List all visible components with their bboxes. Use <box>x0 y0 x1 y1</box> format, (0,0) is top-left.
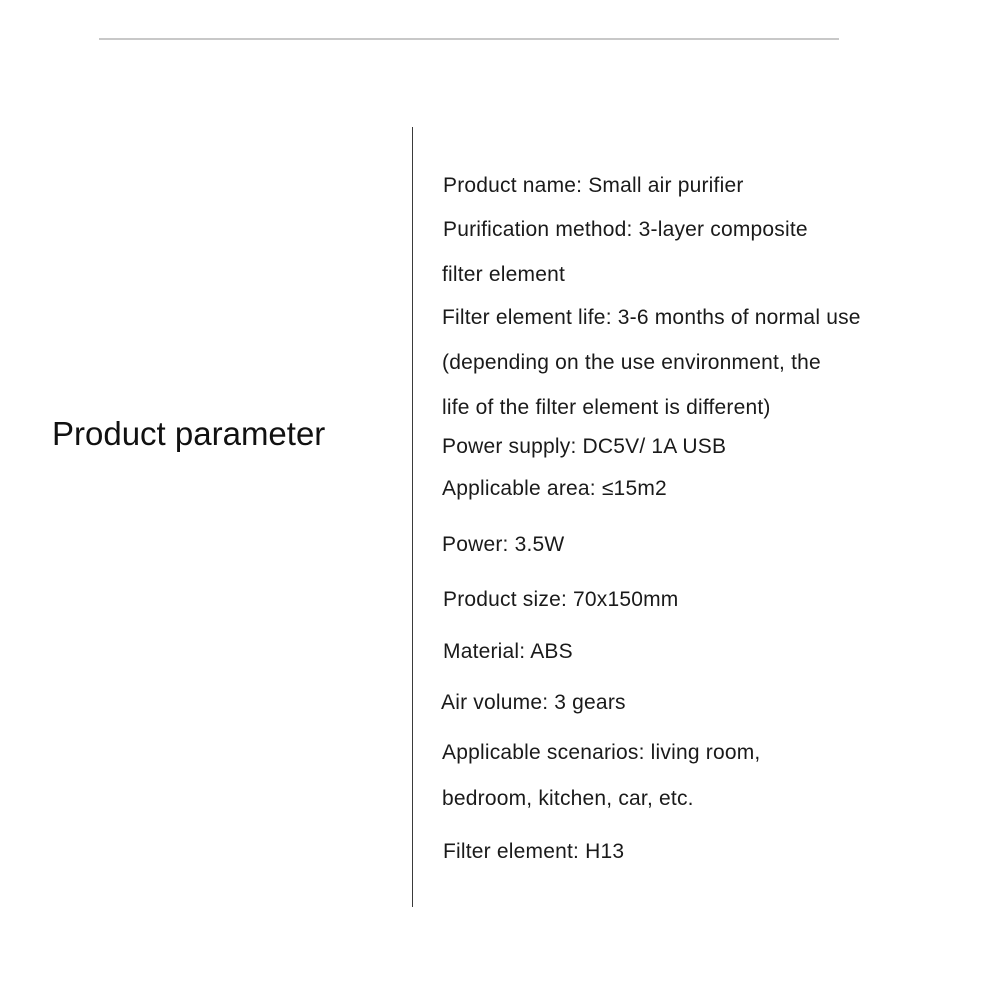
param-power-supply: Power supply: DC5V/ 1A USB <box>442 435 727 458</box>
param-filter-life: Filter element life: 3-6 months of normal use <box>442 306 861 329</box>
param-applicable-scenarios: Applicable scenarios: living room, <box>442 741 761 764</box>
param-material: Material: ABS <box>443 640 573 663</box>
top-divider-line <box>99 38 839 40</box>
section-title: Product parameter <box>52 415 326 452</box>
param-power: Power: 3.5W <box>442 533 565 556</box>
param-filter-element: Filter element: H13 <box>443 840 625 863</box>
param-filter-life-cont-2: life of the filter element is different) <box>442 396 771 419</box>
param-purification-method: Purification method: 3-layer composite <box>443 218 808 241</box>
param-purification-method-cont: filter element <box>442 263 566 286</box>
param-air-volume: Air volume: 3 gears <box>441 691 626 714</box>
param-product-size: Product size: 70x150mm <box>443 588 679 611</box>
param-applicable-area: Applicable area: ≤15m2 <box>442 477 667 500</box>
vertical-divider-line <box>412 127 413 907</box>
param-applicable-scenarios-cont: bedroom, kitchen, car, etc. <box>442 787 694 810</box>
param-filter-life-cont-1: (depending on the use environment, the <box>442 351 821 374</box>
param-product-name: Product name: Small air purifier <box>443 174 744 197</box>
